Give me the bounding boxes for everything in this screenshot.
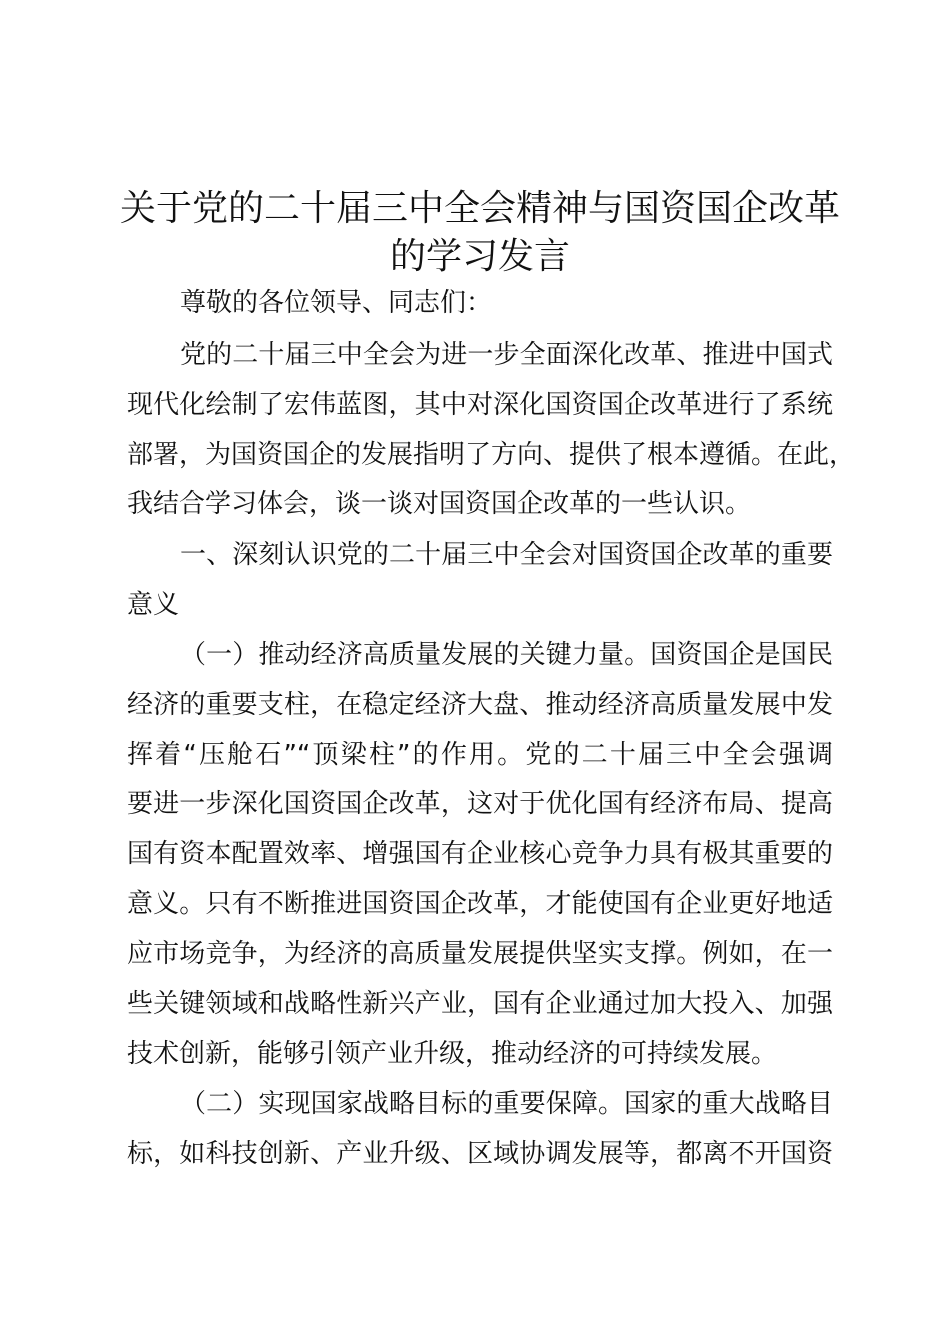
body-line: 些关键领域和战略性新兴产业，国有企业通过加大投入、加强 bbox=[127, 989, 833, 1019]
body-line: 标，如科技创新、产业升级、区域协调发展等，都离不开国资 bbox=[127, 1139, 833, 1169]
body-line: 要进一步深化国资国企改革，这对于优化国有经济布局、提高 bbox=[127, 789, 833, 819]
body-line: （二）实现国家战略目标的重要保障。国家的重大战略目 bbox=[180, 1089, 833, 1119]
body-line: 我结合学习体会，谈一谈对国资国企改革的一些认识。 bbox=[127, 489, 752, 519]
body-line: 应市场竞争，为经济的高质量发展提供坚实支撑。例如，在一 bbox=[127, 939, 833, 969]
document-title-line-1: 关于党的二十届三中全会精神与国资国企改革 bbox=[119, 188, 840, 229]
section-heading-line: 意义 bbox=[127, 590, 180, 620]
body-line: 部署，为国资国企的发展指明了方向、提供了根本遵循。在此， bbox=[127, 440, 856, 470]
body-line: 现代化绘制了宏伟蓝图，其中对深化国资国企改革进行了系统 bbox=[127, 390, 833, 420]
body-line: （一）推动经济高质量发展的关键力量。国资国企是国民 bbox=[180, 640, 833, 670]
body-line: 意义。只有不断推进国资国企改革，才能使国有企业更好地适 bbox=[127, 889, 833, 919]
body-line: 经济的重要支柱，在稳定经济大盘、推动经济高质量发展中发 bbox=[127, 690, 833, 720]
document-title-line-2: 的学习发言 bbox=[389, 236, 570, 277]
body-line: 技术创新，能够引领产业升级，推动经济的可持续发展。 bbox=[127, 1039, 778, 1069]
section-heading-line: 一、深刻认识党的二十届三中全会对国资国企改革的重要 bbox=[180, 540, 833, 570]
body-line: 党的二十届三中全会为进一步全面深化改革、推进中国式 bbox=[180, 340, 833, 370]
body-line: 挥着“压舱石”“顶梁柱”的作用。党的二十届三中全会强调 bbox=[127, 740, 833, 770]
body-line: 国有资本配置效率、增强国有企业核心竞争力具有极其重要的 bbox=[127, 839, 833, 869]
salutation: 尊敬的各位领导、同志们： bbox=[180, 288, 493, 318]
